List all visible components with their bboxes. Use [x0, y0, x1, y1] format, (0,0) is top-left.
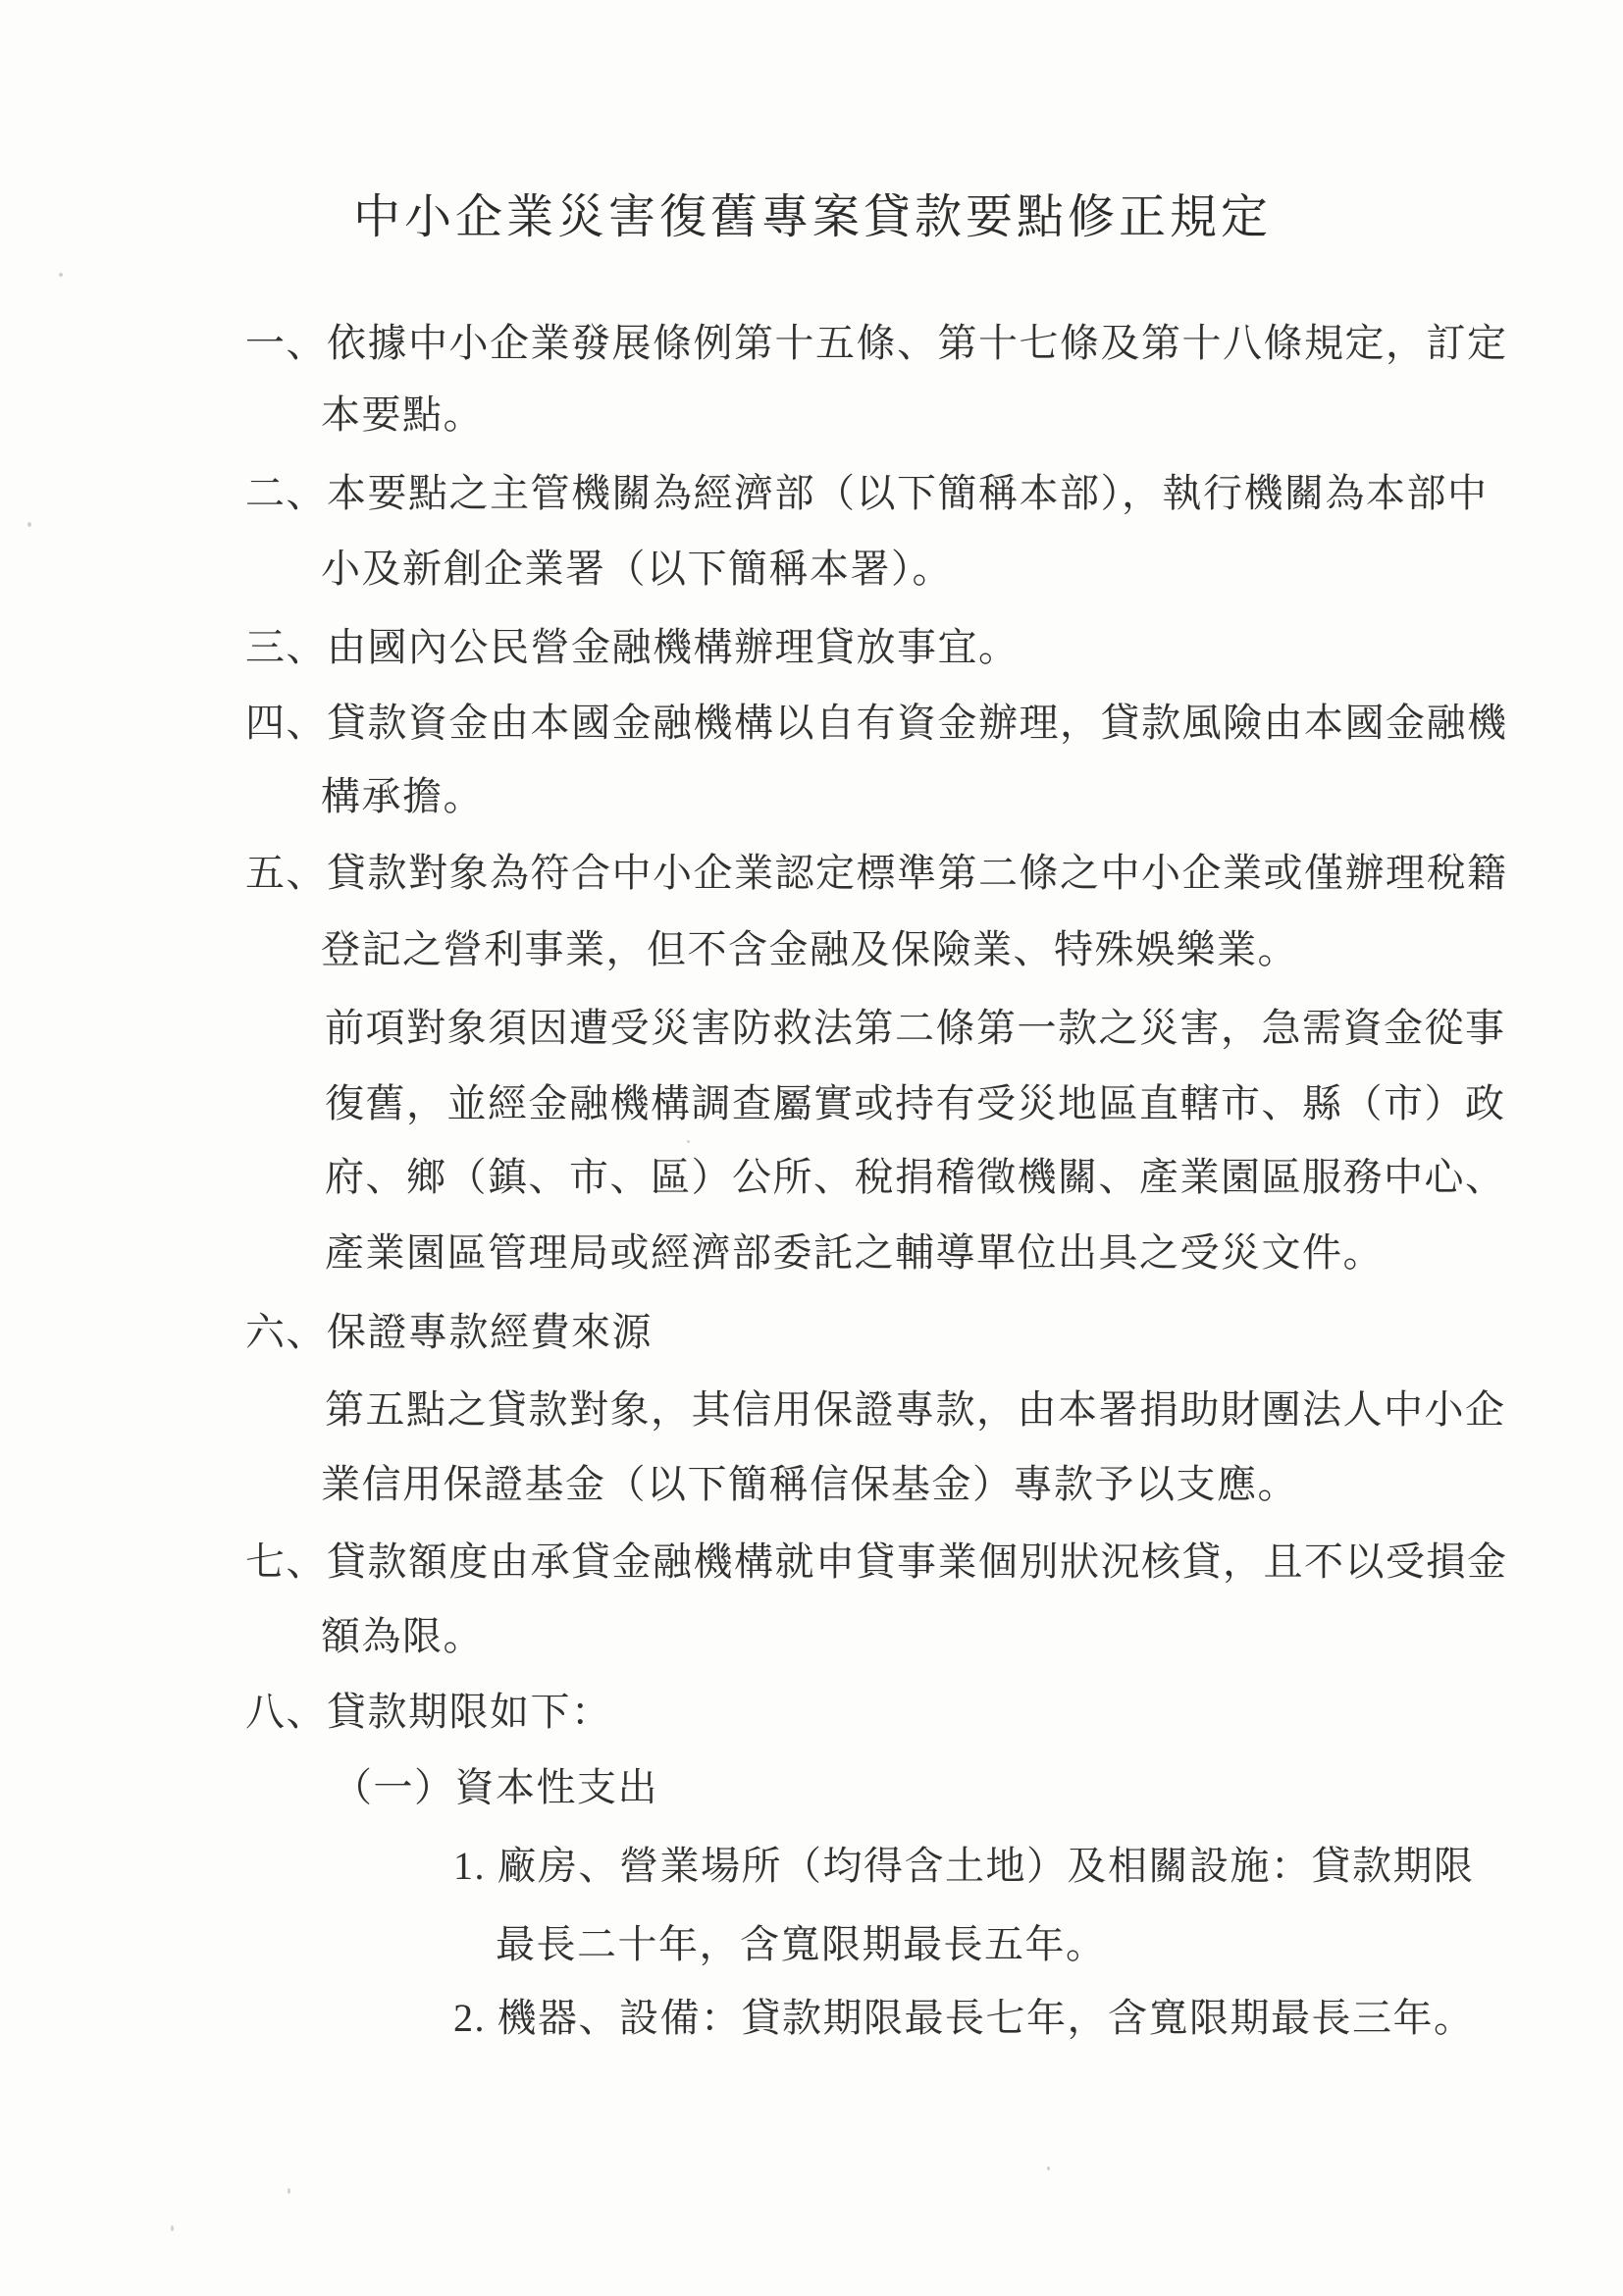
document-line-item-5-cont: 登記之營利事業，但不含金融及保險業、特殊娛樂業。 — [321, 927, 1298, 971]
scan-speck — [288, 2188, 290, 2194]
document-line-item-6: 六、保證專款經費來源 — [245, 1310, 653, 1354]
document-line-item-1: 一、依據中小企業發展條例第十五條、第十七條及第十八條規定，訂定 — [245, 321, 1508, 365]
document-line-item-5-para2-l4: 產業園區管理局或經濟部委託之輔導單位出具之受災文件。 — [325, 1230, 1384, 1275]
document-line-item-7-cont: 額為限。 — [321, 1614, 484, 1658]
document-line-item-8-sub-1: （一）資本性支出 — [333, 1765, 658, 1809]
document-line-item-4-cont: 構承擔。 — [321, 774, 484, 818]
document-line-item-2: 二、本要點之主管機關為經濟部（以下簡稱本部），執行機關為本部中 — [245, 471, 1489, 515]
document-line-item-8-sub-1-1: 1. 廠房、營業場所（均得含土地）及相關設施：貸款期限 — [453, 1844, 1475, 1888]
document-title: 中小企業災害復舊專案貸款要點修正規定 — [353, 191, 1273, 243]
document-line-item-2-cont: 小及新創企業署（以下簡稱本署）。 — [321, 547, 953, 591]
document-line-item-8: 八、貸款期限如下： — [245, 1690, 612, 1734]
scan-speck — [498, 720, 501, 726]
scan-speck — [1047, 2166, 1050, 2170]
document-line-item-5-para2-l3: 府、鄉（鎮、市、區）公所、稅捐稽徵機關、產業園區服務中心、 — [325, 1155, 1506, 1199]
document-line-item-5: 五、貸款對象為符合中小企業認定標準第二條之中小企業或僅辦理稅籍 — [245, 851, 1508, 895]
scan-speck — [171, 2225, 174, 2231]
document-line-item-7: 七、貸款額度由承貸金融機構就申貸事業個別狀況核貸，且不以受損金 — [245, 1539, 1508, 1584]
document-line-item-6-para-l2: 業信用保證基金（以下簡稱信保基金）專款予以支應。 — [321, 1462, 1298, 1506]
document-line-item-5-para2-l2: 復舊，並經金融機構調查屬實或持有受災地區直轄市、縣（市）政 — [325, 1081, 1506, 1125]
scan-speck — [27, 522, 31, 527]
document-line-item-5-para2-l1: 前項對象須因遭受災害防救法第二條第一款之災害，急需資金從事 — [325, 1006, 1506, 1050]
document-line-item-1-cont: 本要點。 — [321, 392, 484, 437]
document-line-item-3: 三、由國內公民營金融機構辦理貸放事宜。 — [245, 625, 1020, 669]
document-line-item-8-sub-1-2: 2. 機器、設備：貸款期限最長七年，含寬限期最長三年。 — [453, 1996, 1475, 2040]
scan-speck — [687, 1140, 690, 1143]
document-line-item-6-para-l1: 第五點之貸款對象，其信用保證專款，由本署捐助財團法人中小企 — [325, 1387, 1506, 1432]
document-line-item-8-sub-1-1-cont: 最長二十年，含寬限期最長五年。 — [496, 1922, 1107, 1966]
scan-speck — [59, 273, 63, 277]
document-line-item-4: 四、貸款資金由本國金融機構以自有資金辦理，貸款風險由本國金融機 — [245, 701, 1508, 745]
